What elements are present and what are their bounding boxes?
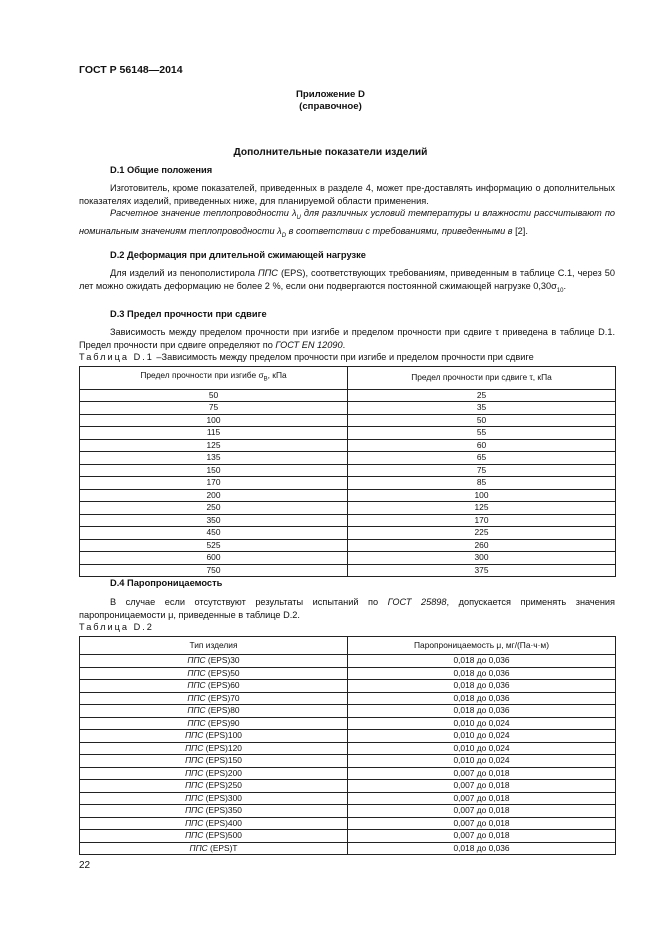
section-d4-text (79, 596, 615, 621)
main-title: Дополнительные показатели изделий (233, 147, 428, 158)
product-type-prefix: ППС (185, 742, 204, 753)
vapour-permeability-cell: 0,007 до 0,018 (348, 780, 616, 793)
table1-col1-sub: B (263, 376, 268, 383)
product-type-prefix: ППС (185, 830, 204, 840)
product-type-cell (80, 780, 348, 793)
table-row (80, 767, 616, 780)
d3-p1-c: . (342, 339, 346, 350)
vapour-permeability-cell: 0,010 до 0,024 (348, 730, 616, 743)
shear-strength-cell: 35 (348, 402, 616, 415)
product-type-prefix: ППС (187, 692, 206, 703)
table-row (80, 527, 616, 540)
product-type-prefix: ППС (185, 767, 204, 778)
table-row (80, 655, 616, 668)
d4-p1-standard: ГОСТ 25898 (387, 597, 447, 607)
table-row (80, 680, 616, 693)
product-type-cell (80, 842, 348, 855)
table-row (80, 564, 616, 577)
d1-p2-c: в соответствии с требованиями, приведенными в (286, 225, 516, 236)
table-row (80, 402, 616, 415)
product-type-prefix: ППС (187, 705, 206, 715)
shear-strength-cell: 260 (348, 539, 616, 552)
bending-strength-cell: 525 (80, 539, 348, 552)
table1-col2-header: Предел прочности при сдвиге τ, кПа (348, 367, 616, 390)
product-type-grade: (EPS)30 (205, 655, 240, 665)
bending-strength-cell: 125 (80, 439, 348, 452)
section-d3-text (79, 326, 615, 351)
product-type-prefix: ППС (189, 842, 208, 853)
table-row (80, 477, 616, 490)
section-d4-heading: D.4 Паропроницаемость (110, 578, 223, 588)
vapour-permeability-cell: 0,018 до 0,036 (348, 692, 616, 705)
table2 (79, 636, 616, 855)
vapour-permeability-cell: 0,018 до 0,036 (348, 655, 616, 668)
d1-p2-ref: [2]. (515, 225, 528, 236)
product-type-grade: (EPS)500 (203, 830, 242, 840)
d3-p1-standard: ГОСТ EN 12090 (275, 339, 343, 350)
vapour-permeability-cell: 0,007 до 0,018 (348, 817, 616, 830)
bending-strength-cell: 150 (80, 464, 348, 477)
product-type-grade: (EPS)100 (203, 730, 242, 740)
product-type-cell (80, 730, 348, 743)
product-type-cell (80, 717, 348, 730)
table-row (80, 705, 616, 718)
d4-p1-c: , допускается применять значения паропроницаемости μ, приведенные в таблице D.2. (79, 597, 615, 620)
bending-strength-cell: 450 (80, 527, 348, 540)
bending-strength-cell: 600 (80, 552, 348, 565)
table1-caption-text: –Зависимость между пределом прочности при изгибе и пределом прочности при сдвиге (153, 352, 534, 362)
table2-body (80, 655, 616, 855)
product-type-grade: (EPS)200 (203, 767, 242, 778)
vapour-permeability-cell: 0,018 до 0,036 (348, 667, 616, 680)
vapour-permeability-cell: 0,007 до 0,018 (348, 767, 616, 780)
table-row (80, 514, 616, 527)
table-row (80, 552, 616, 565)
appendix-subtitle: (справочное) (299, 101, 362, 112)
bending-strength-cell: 75 (80, 402, 348, 415)
vapour-permeability-cell: 0,007 до 0,018 (348, 805, 616, 818)
table-row (80, 755, 616, 768)
vapour-permeability-cell: 0,018 до 0,036 (348, 842, 616, 855)
product-type-grade: (EPS)400 (203, 817, 242, 828)
vapour-permeability-cell: 0,010 до 0,024 (348, 717, 616, 730)
vapour-permeability-cell: 0,007 до 0,018 (348, 830, 616, 843)
bending-strength-cell: 135 (80, 452, 348, 465)
table-row (80, 805, 616, 818)
bending-strength-cell: 350 (80, 514, 348, 527)
table-row (80, 502, 616, 515)
table-row (80, 452, 616, 465)
table1-header-row (80, 367, 616, 390)
product-type-cell (80, 755, 348, 768)
product-type-prefix: ППС (187, 717, 206, 728)
product-type-prefix: ППС (185, 730, 204, 740)
product-type-prefix: ППС (185, 817, 204, 828)
table2-caption (79, 622, 154, 632)
table-row (80, 464, 616, 477)
section-d2-text (79, 267, 615, 297)
table-row (80, 742, 616, 755)
vapour-permeability-cell: 0,010 до 0,024 (348, 755, 616, 768)
shear-strength-cell: 170 (348, 514, 616, 527)
bending-strength-cell: 200 (80, 489, 348, 502)
product-type-cell (80, 805, 348, 818)
shear-strength-cell: 85 (348, 477, 616, 490)
bending-strength-cell: 250 (80, 502, 348, 515)
table-row (80, 817, 616, 830)
product-type-grade: (EPS)300 (203, 792, 242, 803)
table2-header-row (80, 637, 616, 655)
product-type-grade: (EPS)Т (207, 842, 238, 853)
shear-strength-cell: 50 (348, 414, 616, 427)
d1-p2-a: Расчетное значение теплопроводности (110, 208, 292, 219)
product-type-prefix: ППС (185, 805, 204, 815)
document-id: ГОСТ Р 56148—2014 (79, 64, 183, 76)
table-row (80, 489, 616, 502)
page-number: 22 (79, 860, 91, 871)
table-row (80, 792, 616, 805)
d2-paragraph-1 (79, 267, 615, 297)
vapour-permeability-cell: 0,018 до 0,036 (348, 705, 616, 718)
d2-p1-d: . (563, 280, 567, 291)
d1-paragraph-1: Изготовитель, кроме показателей, приведенных в разделе 4, может пре-доставлять информацию о дополнительных показателях изделий, приведенных ниже, для планируемой области применения. (79, 183, 615, 206)
product-type-grade: (EPS)350 (203, 805, 242, 815)
product-type-grade: (EPS)60 (205, 680, 240, 690)
shear-strength-cell: 125 (348, 502, 616, 515)
section-d3-heading: D.3 Предел прочности при сдвиге (110, 309, 267, 319)
shear-strength-cell: 25 (348, 389, 616, 402)
product-type-cell (80, 655, 348, 668)
table2-col2-header: Паропроницаемость μ, мг/(Па·ч·м) (348, 637, 616, 655)
bending-strength-cell: 115 (80, 427, 348, 440)
appendix-title: Приложение D (296, 89, 365, 100)
product-type-prefix: ППС (187, 680, 206, 690)
table-row (80, 717, 616, 730)
table1-caption (79, 352, 534, 362)
product-type-cell (80, 692, 348, 705)
d4-paragraph-1 (79, 596, 615, 621)
product-type-cell (80, 667, 348, 680)
table2-caption-label: Таблица D.2 (79, 622, 154, 632)
product-type-cell (80, 817, 348, 830)
product-type-cell (80, 742, 348, 755)
table2-col1-header: Тип изделия (80, 637, 348, 655)
product-type-cell (80, 830, 348, 843)
table1-col1-header (80, 367, 348, 390)
table-row (80, 730, 616, 743)
vapour-permeability-cell: 0,018 до 0,036 (348, 680, 616, 693)
bending-strength-cell: 100 (80, 414, 348, 427)
product-type-grade: (EPS)70 (205, 692, 240, 703)
product-type-grade: (EPS)80 (205, 705, 240, 715)
section-d1-text (79, 182, 615, 242)
product-type-prefix: ППС (187, 667, 206, 678)
lambda-d-symbol: λ (277, 225, 282, 236)
table-row (80, 414, 616, 427)
product-type-grade: (EPS)150 (203, 755, 242, 765)
bending-strength-cell: 750 (80, 564, 348, 577)
bending-strength-cell: 50 (80, 389, 348, 402)
table-row (80, 830, 616, 843)
table-row (80, 389, 616, 402)
shear-strength-cell: 75 (348, 464, 616, 477)
d3-p1-a: Зависимость между пределом прочности при изгибе и пределом прочности при сдвиге τ приведена в таблице D.1. Предел прочности при сдвиге определяют по (79, 327, 615, 350)
shear-strength-cell: 225 (348, 527, 616, 540)
product-type-prefix: ППС (185, 780, 204, 790)
shear-strength-cell: 100 (348, 489, 616, 502)
table1-col1-label: Предел прочности при изгибе σ (140, 370, 264, 380)
product-type-prefix: ППС (185, 792, 204, 803)
product-type-cell (80, 767, 348, 780)
table1-body (80, 389, 616, 577)
d3-paragraph-1 (79, 326, 615, 351)
product-type-grade: (EPS)250 (203, 780, 242, 790)
table1 (79, 366, 616, 577)
product-type-prefix: ППС (187, 655, 206, 665)
product-type-grade: (EPS)90 (205, 717, 240, 728)
table-row (80, 780, 616, 793)
table-row (80, 439, 616, 452)
lambda-u-symbol: λ (291, 208, 297, 219)
d2-p1-pps: ППС (257, 268, 278, 278)
vapour-permeability-cell: 0,010 до 0,024 (348, 742, 616, 755)
shear-strength-cell: 65 (348, 452, 616, 465)
d2-p1-c: (EPS), соответствующих требованиям, приведенным в таблице С.1, через 50 лет можно ожидать деформацию не более 2 %, если они подвергаются постоянной сжимающей нагрузке 0,30σ (79, 268, 615, 291)
table1-caption-label: Таблица D.1 (79, 352, 154, 362)
section-d2-heading: D.2 Деформация при длительной сжимающей нагрузке (110, 250, 366, 260)
d2-p1-sub: 10 (556, 287, 564, 294)
shear-strength-cell: 60 (348, 439, 616, 452)
shear-strength-cell: 55 (348, 427, 616, 440)
product-type-grade: (EPS)50 (205, 667, 240, 678)
table-row (80, 539, 616, 552)
bending-strength-cell: 170 (80, 477, 348, 490)
table-row (80, 842, 616, 855)
product-type-cell (80, 792, 348, 805)
product-type-cell (80, 680, 348, 693)
section-d1-heading: D.1 Общие положения (110, 165, 213, 175)
product-type-prefix: ППС (185, 755, 204, 765)
vapour-permeability-cell: 0,007 до 0,018 (348, 792, 616, 805)
d1-p2-b: для различных условий температуры и влажности рассчитывают по номинальным значениям теплопроводности (79, 208, 615, 236)
table-row (80, 667, 616, 680)
d2-p1-a: Для изделий из пенополистирола (110, 268, 258, 278)
d4-p1-a: В случае если отсутствуют результаты испытаний по (110, 597, 388, 607)
lambda-u-sub: U (296, 215, 301, 222)
lambda-d-sub: D (281, 232, 287, 239)
d1-paragraph-2 (79, 207, 615, 242)
shear-strength-cell: 375 (348, 564, 616, 577)
shear-strength-cell: 300 (348, 552, 616, 565)
product-type-cell (80, 705, 348, 718)
table-row (80, 427, 616, 440)
product-type-grade: (EPS)120 (203, 742, 242, 753)
table-row (80, 692, 616, 705)
table1-col1-unit: , кПа (267, 370, 287, 380)
